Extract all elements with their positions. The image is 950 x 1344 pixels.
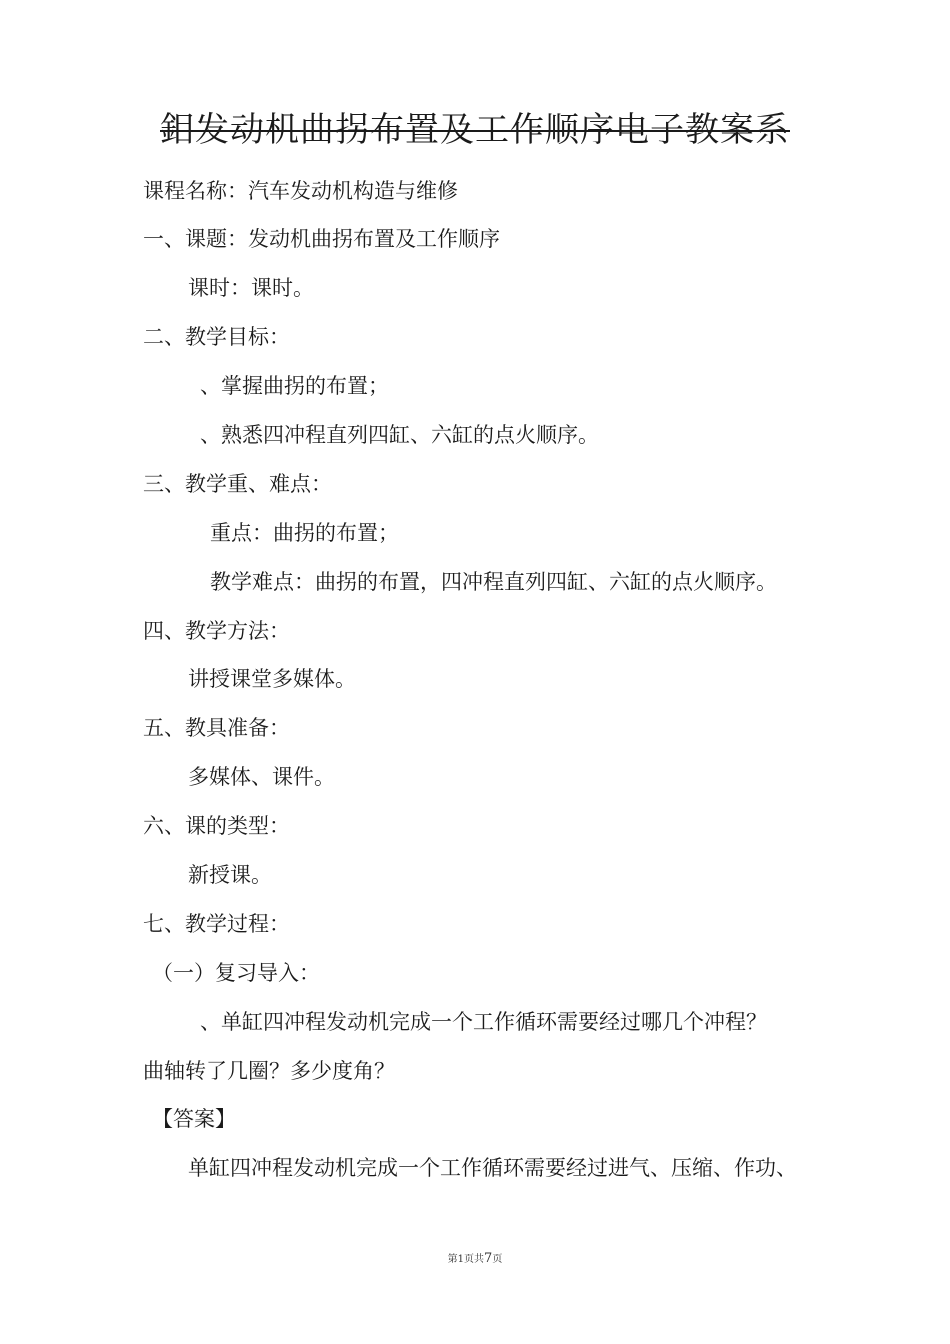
review-intro-heading: （一）复习导入： [152, 961, 320, 985]
page-footer [0, 1250, 950, 1268]
footer-total-pages: 7 [484, 1251, 493, 1266]
document-title [0, 106, 950, 154]
section-1-heading: 一、课题：发动机曲拐布置及工作顺序 [143, 227, 500, 251]
section-2-heading: 二、教学目标： [143, 325, 290, 349]
teaching-aids-line: 多媒体、课件。 [188, 765, 335, 789]
section-7-heading: 七、教学过程： [143, 912, 290, 936]
section-3-heading: 三、教学重、难点： [143, 472, 332, 496]
objective-item-1: 、掌握曲拐的布置； [200, 374, 389, 398]
course-name-line: 课程名称：汽车发动机构造与维修 [143, 179, 458, 203]
review-question-line-2: 曲轴转了几圈？多少度角？ [143, 1059, 395, 1083]
section-5-heading: 五、教具准备： [143, 716, 290, 740]
footer-prefix: 第 [447, 1254, 458, 1265]
class-hours-line: 课时：课时。 [188, 276, 314, 300]
key-point-line: 重点：曲拐的布置； [210, 521, 399, 545]
section-4-heading: 四、教学方法： [143, 619, 290, 643]
footer-suffix: 页 [492, 1254, 503, 1265]
objective-item-2: 、熟悉四冲程直列四缸、六缸的点火顺序。 [200, 423, 599, 447]
teaching-method-line: 讲授课堂多媒体。 [188, 667, 356, 691]
answer-heading: 【答案】 [152, 1107, 236, 1131]
footer-middle: 页共 [464, 1254, 485, 1265]
difficult-point-line: 教学难点：曲拐的布置，四冲程直列四缸、六缸的点火顺序。 [210, 570, 777, 594]
section-6-heading: 六、课的类型： [143, 814, 290, 838]
document-title-text: 鉬发动机曲拐布置及工作顺序电子教案系 [160, 110, 790, 150]
lesson-type-line: 新授课。 [188, 863, 272, 887]
footer-page-number: 1 [457, 1254, 465, 1265]
review-question-line-1: 、单缸四冲程发动机完成一个工作循环需要经过哪几个冲程？ [200, 1010, 767, 1034]
answer-text-line: 单缸四冲程发动机完成一个工作循环需要经过进气、压缩、作功、 [188, 1156, 797, 1180]
